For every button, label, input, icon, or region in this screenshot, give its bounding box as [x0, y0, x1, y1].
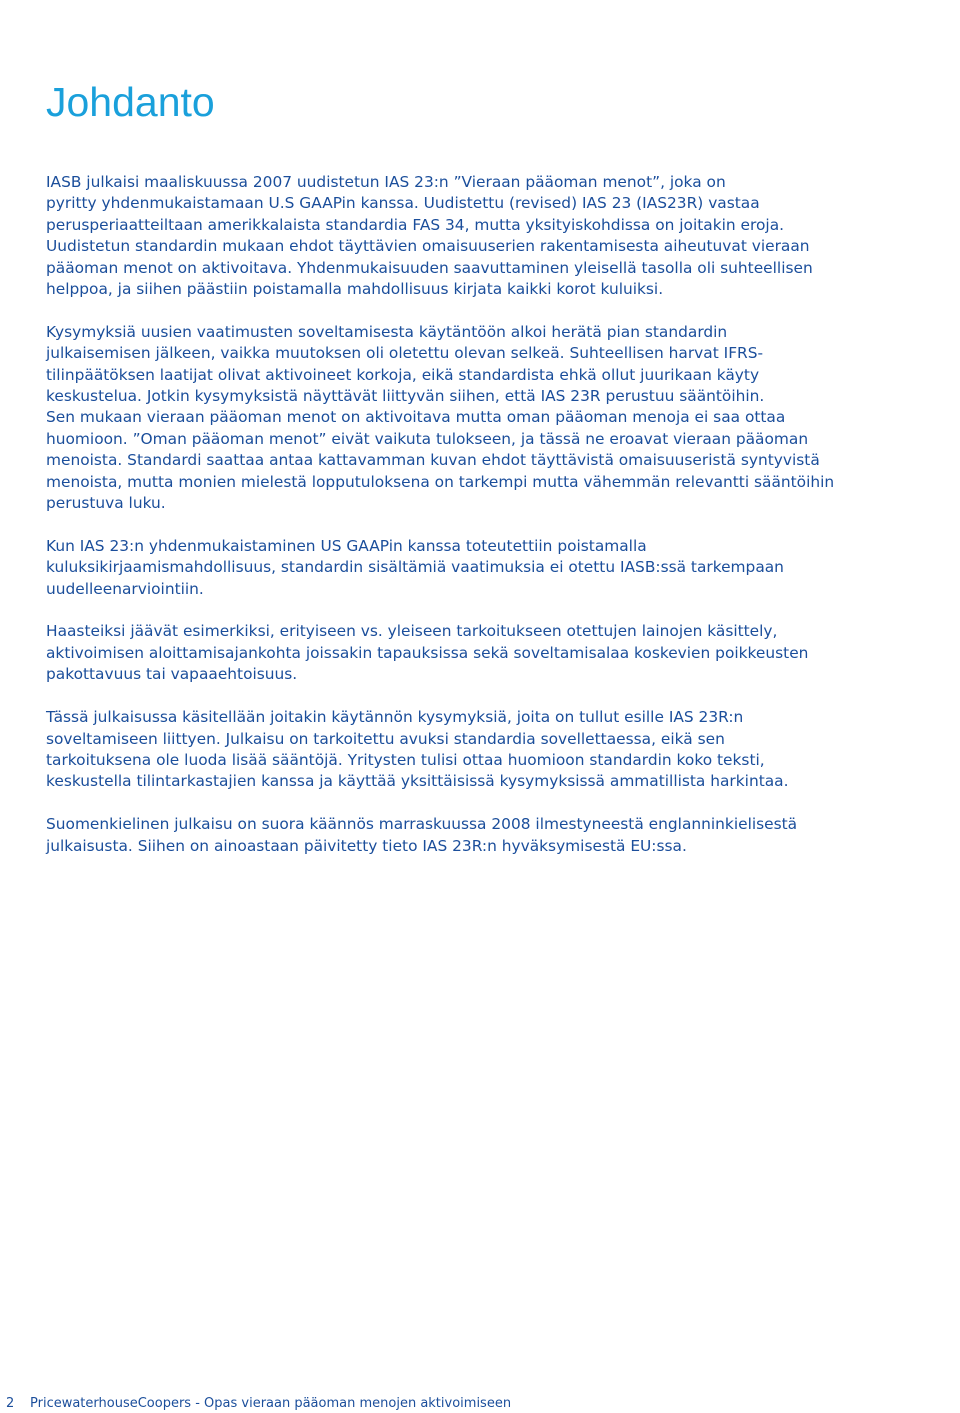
page-footer [0, 1395, 960, 1413]
text-line: julkaisemisen jälkeen, vaikka muutoksen oli oletettu olevan selkeä. Suhteellisen harvat IFRS- [46, 344, 764, 363]
text-line: menoista. Standardi saattaa antaa kattavamman kuvan ehdot täyttävistä omaisuuseristä syntyvistä [46, 451, 820, 470]
text-line: pyritty yhdenmukaistamaan U.S GAAPin kanssa. Uudistettu (revised) IAS 23 (IAS23R) vastaa [46, 194, 760, 213]
text-line: soveltamiseen liittyen. Julkaisu on tarkoitettu avuksi standardia sovellettaessa, eikä sen [46, 729, 725, 748]
text-line: tilinpäätöksen laatijat olivat aktivoineet korkoja, eikä standardista ehkä ollut juurikaan käyty [46, 365, 760, 384]
text-line: uudelleenarviointiin. [46, 579, 204, 598]
text-line: IASB julkaisi maaliskuussa 2007 uudistetun IAS 23:n ”Vieraan pääoman menot”, joka on [46, 173, 726, 191]
text-line: menoista, mutta monien mielestä lopputuloksena on tarkempi mutta vähemmän relevantti sääntöihin [46, 472, 835, 491]
paragraph-4 [46, 621, 936, 685]
text-line: Tässä julkaisussa käsitellään joitakin käytännön kysymyksiä, joita on tullut esille IAS 23R:n [46, 708, 744, 727]
text-line: kuluksikirjaamismahdollisuus, standardin sisältämiä vaatimuksia ei otettu IASB:ssä tarkempaan [46, 558, 784, 577]
paragraph-2 [46, 322, 936, 515]
text-line: Uudistetun standardin mukaan ehdot täyttävien omaisuuserien rakentamisesta aiheutuvat vieraan [46, 237, 810, 256]
text-line: perusperiaatteiltaan amerikkalaista standardia FAS 34, mutta yksityiskohdissa on joitakin eroja. [46, 215, 785, 234]
text-line: julkaisusta. Siihen on ainoastaan päivitetty tieto IAS 23R:n hyväksymisestä EU:ssa. [46, 836, 687, 855]
paragraph-5 [46, 707, 936, 793]
text-line: aktivoimisen aloittamisajankohta joissakin tapauksissa sekä soveltamisalaa koskevien poikkeusten [46, 643, 809, 662]
text-line: perustuva luku. [46, 494, 166, 513]
footer-title: PricewaterhouseCoopers - Opas vieraan pääoman menojen aktivoimiseen [30, 1396, 512, 1411]
text-line: tarkoituksena ole luoda lisää sääntöjä. Yritysten tulisi ottaa huomioon standardin koko teksti, [46, 750, 765, 769]
text-line: Suomenkielinen julkaisu on suora käännös marraskuussa 2008 ilmestyneestä englanninkielisestä [46, 815, 798, 834]
text-line: keskustelua. Jotkin kysymyksistä näyttävät liittyvän siihen, että IAS 23R perustuu sääntöihin. [46, 387, 765, 406]
paragraph-3 [46, 536, 936, 600]
text-line: huomioon. ”Oman pääoman menot” eivät vaikuta tulokseen, ja tässä ne eroavat vieraan pääoman [46, 429, 809, 448]
text-line: pääoman menot on aktivoitava. Yhdenmukaisuuden saavuttaminen yleisellä tasolla oli suhteellisen [46, 258, 813, 277]
page-number: 2 [6, 1396, 15, 1411]
text-line: Sen mukaan vieraan pääoman menot on aktivoitava mutta oman pääoman menoja ei saa ottaa [46, 408, 786, 427]
text-line: Kun IAS 23:n yhdenmukaistaminen US GAAPin kanssa toteutettiin poistamalla [46, 536, 647, 555]
text-line: pakottavuus tai vapaaehtoisuus. [46, 665, 298, 684]
text-line: Haasteiksi jäävät esimerkiksi, erityiseen vs. yleiseen tarkoitukseen otettujen lainojen käsittely, [46, 622, 778, 641]
paragraph-1 [46, 172, 936, 300]
paragraph-6 [46, 814, 936, 857]
text-line: Kysymyksiä uusien vaatimusten soveltamisesta käytäntöön alkoi herätä pian standardin [46, 322, 728, 341]
body-text [46, 172, 936, 878]
text-line: helppoa, ja siihen päästiin poistamalla mahdollisuus kirjata kaikki korot kuluiksi. [46, 280, 664, 299]
text-line: keskustella tilintarkastajien kanssa ja käyttää yksittäisissä kysymyksissä ammatillista harkintaa. [46, 772, 789, 791]
page-title: Johdanto [46, 79, 215, 125]
